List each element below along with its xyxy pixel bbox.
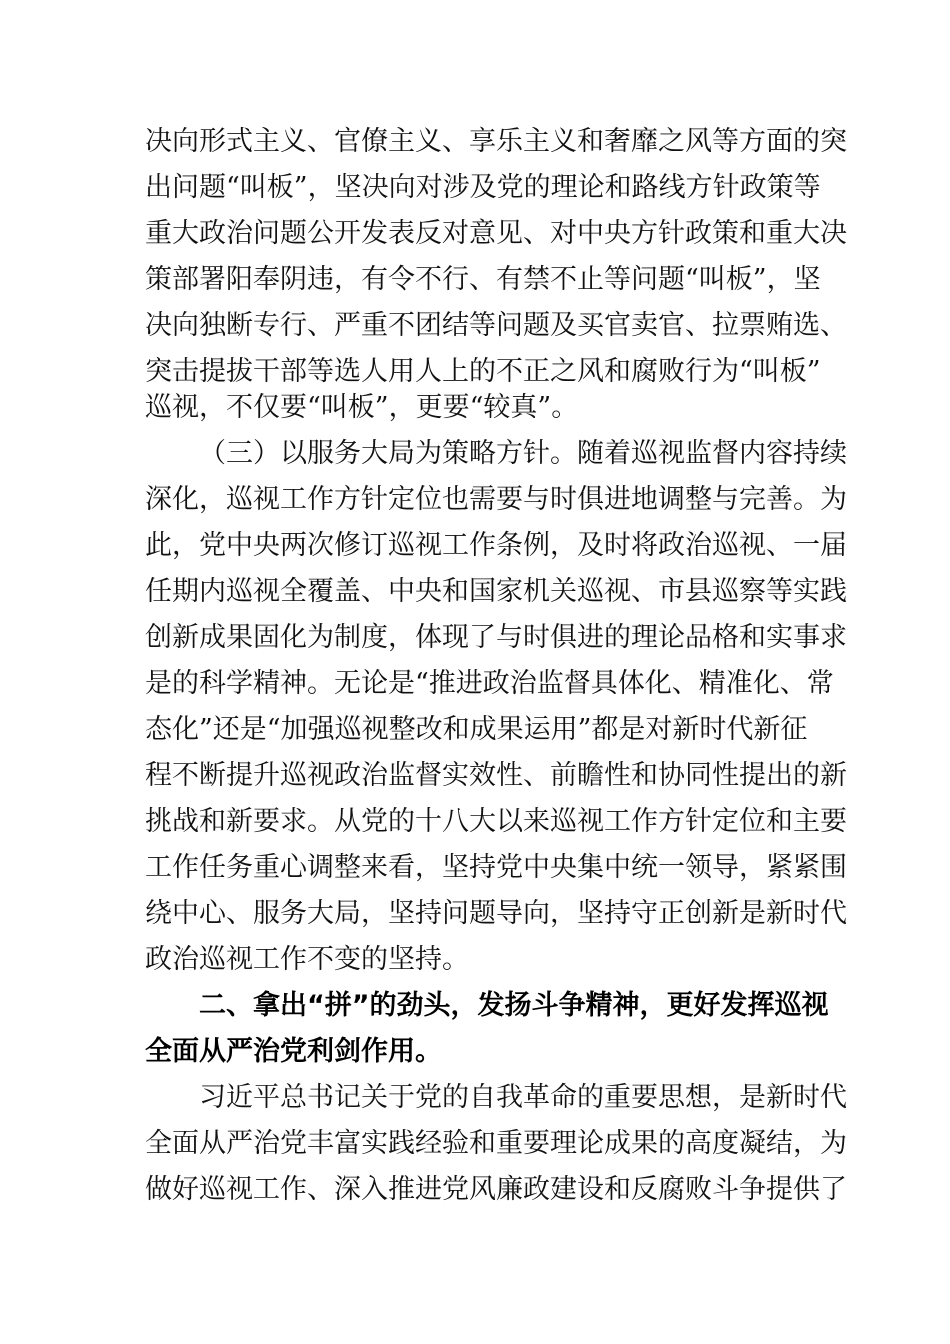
text-line: 突击提拔干部等选人用人上的不正之风和腐败行为“叫板” bbox=[145, 356, 821, 387]
text-line: 出问题“叫板”，坚决向对涉及党的理论和路线方针政策等 bbox=[145, 172, 821, 203]
section-paragraph-first-line: （三）以服务大局为策略方针。随着巡视监督内容持续 bbox=[199, 438, 847, 469]
text-line: 巡视，不仅要“叫板”，更要“较真”。 bbox=[145, 392, 579, 423]
text-line: 策部署阳奉阴违，有令不行、有禁不止等问题“叫板”，坚 bbox=[145, 264, 821, 295]
text-line: 任期内巡视全覆盖、中央和国家机关巡视、市县巡察等实践 bbox=[145, 576, 847, 607]
text-line: 此，党中央两次修订巡视工作条例，及时将政治巡视、一届 bbox=[145, 530, 847, 561]
text-line: 深化，巡视工作方针定位也需要与时俱进地调整与完善。为 bbox=[145, 484, 847, 515]
text-line: 决向独断专行、严重不团结等问题及买官卖官、拉票贿选、 bbox=[145, 310, 847, 341]
text-line: 态化”还是“加强巡视整改和成果运用”都是对新时代新征 bbox=[145, 714, 808, 745]
text-line: 习近平总书记关于党的自我革命的重要思想，是新时代 bbox=[199, 1082, 847, 1113]
text-line: 创新成果固化为制度，体现了与时俱进的理论品格和实事求 bbox=[145, 622, 847, 653]
text-line: 程不断提升巡视政治监督实效性、前瞻性和协同性提出的新 bbox=[145, 760, 847, 791]
text-line: 重大政治问题公开发表反对意见、对中央方针政策和重大决 bbox=[145, 218, 847, 249]
text-line: 全面从严治党丰富实践经验和重要理论成果的高度凝结，为 bbox=[145, 1128, 847, 1159]
text-line: 政治巡视工作不变的坚持。 bbox=[145, 944, 469, 975]
text-line: 决向形式主义、官僚主义、享乐主义和奢靡之风等方面的突 bbox=[145, 126, 847, 157]
text-line: 绕中心、服务大局，坚持问题导向，坚持守正创新是新时代 bbox=[145, 898, 847, 929]
text-line: 工作任务重心调整来看，坚持党中央集中统一领导，紧紧围 bbox=[145, 852, 847, 883]
text-line: 做好巡视工作、深入推进党风廉政建设和反腐败斗争提供了 bbox=[145, 1174, 847, 1205]
text-line: 是的科学精神。无论是“推进政治监督具体化、精准化、常 bbox=[145, 668, 834, 699]
text-line: 挑战和新要求。从党的十八大以来巡视工作方针定位和主要 bbox=[145, 806, 847, 837]
section-heading: 二、拿出“拼”的劲头，发扬斗争精神，更好发挥巡视 bbox=[199, 990, 829, 1021]
section-heading: 全面从严治党利剑作用。 bbox=[145, 1036, 442, 1067]
